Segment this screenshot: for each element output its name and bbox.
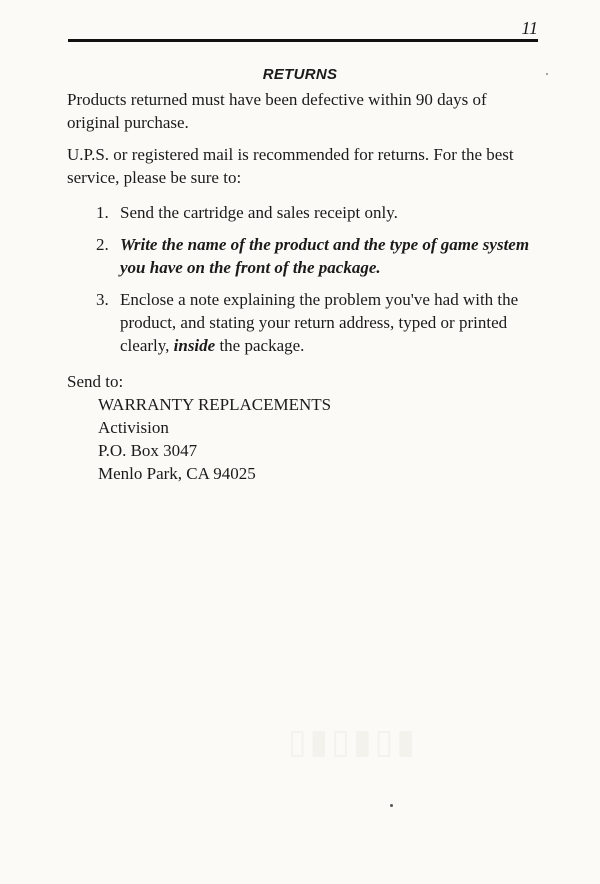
step-text-emphasis: inside xyxy=(173,336,216,355)
step-item xyxy=(96,201,542,224)
return-steps-list xyxy=(67,201,542,357)
shipping-paragraph: U.P.S. or registered mail is recommended for returns. For the best service, please be sure to: xyxy=(67,145,514,187)
step-text xyxy=(120,288,542,357)
step-number: 3. xyxy=(96,290,109,309)
address-line: Menlo Park, CA 94025 xyxy=(98,464,256,483)
intro-paragraph: Products returned must have been defective within 90 days of original purchase. xyxy=(67,90,487,132)
step-number: 2. xyxy=(96,235,109,254)
page-number: 11 xyxy=(521,18,538,38)
section-title: RETURNS xyxy=(262,66,338,83)
send-to-label: Send to: xyxy=(67,372,124,391)
show-through-artwork: ▮▯▮▯▮▯ xyxy=(284,723,415,761)
step-text: Send the cartridge and sales receipt only. xyxy=(120,203,398,222)
address-line: Activision xyxy=(98,418,169,437)
address-line: P.O. Box 3047 xyxy=(98,441,198,460)
address-line: WARRANTY REPLACEMENTS xyxy=(98,395,332,414)
step-text-after: the package. xyxy=(219,336,305,355)
step-number: 1. xyxy=(96,203,109,222)
returns-content xyxy=(67,88,542,485)
header-rule xyxy=(68,39,538,42)
paper-speck xyxy=(390,804,393,807)
step-text: Write the name of the product and the type of game system you have on the front of the package. xyxy=(120,235,530,277)
step-item xyxy=(96,233,542,279)
mailing-address xyxy=(98,393,542,485)
step-text-before: Enclose a note explaining the problem you've had with the product, and stating your return address, typed or printed clearly, xyxy=(120,290,519,355)
step-item xyxy=(96,288,542,357)
send-to-block xyxy=(67,370,542,485)
paper-speck xyxy=(546,73,548,75)
